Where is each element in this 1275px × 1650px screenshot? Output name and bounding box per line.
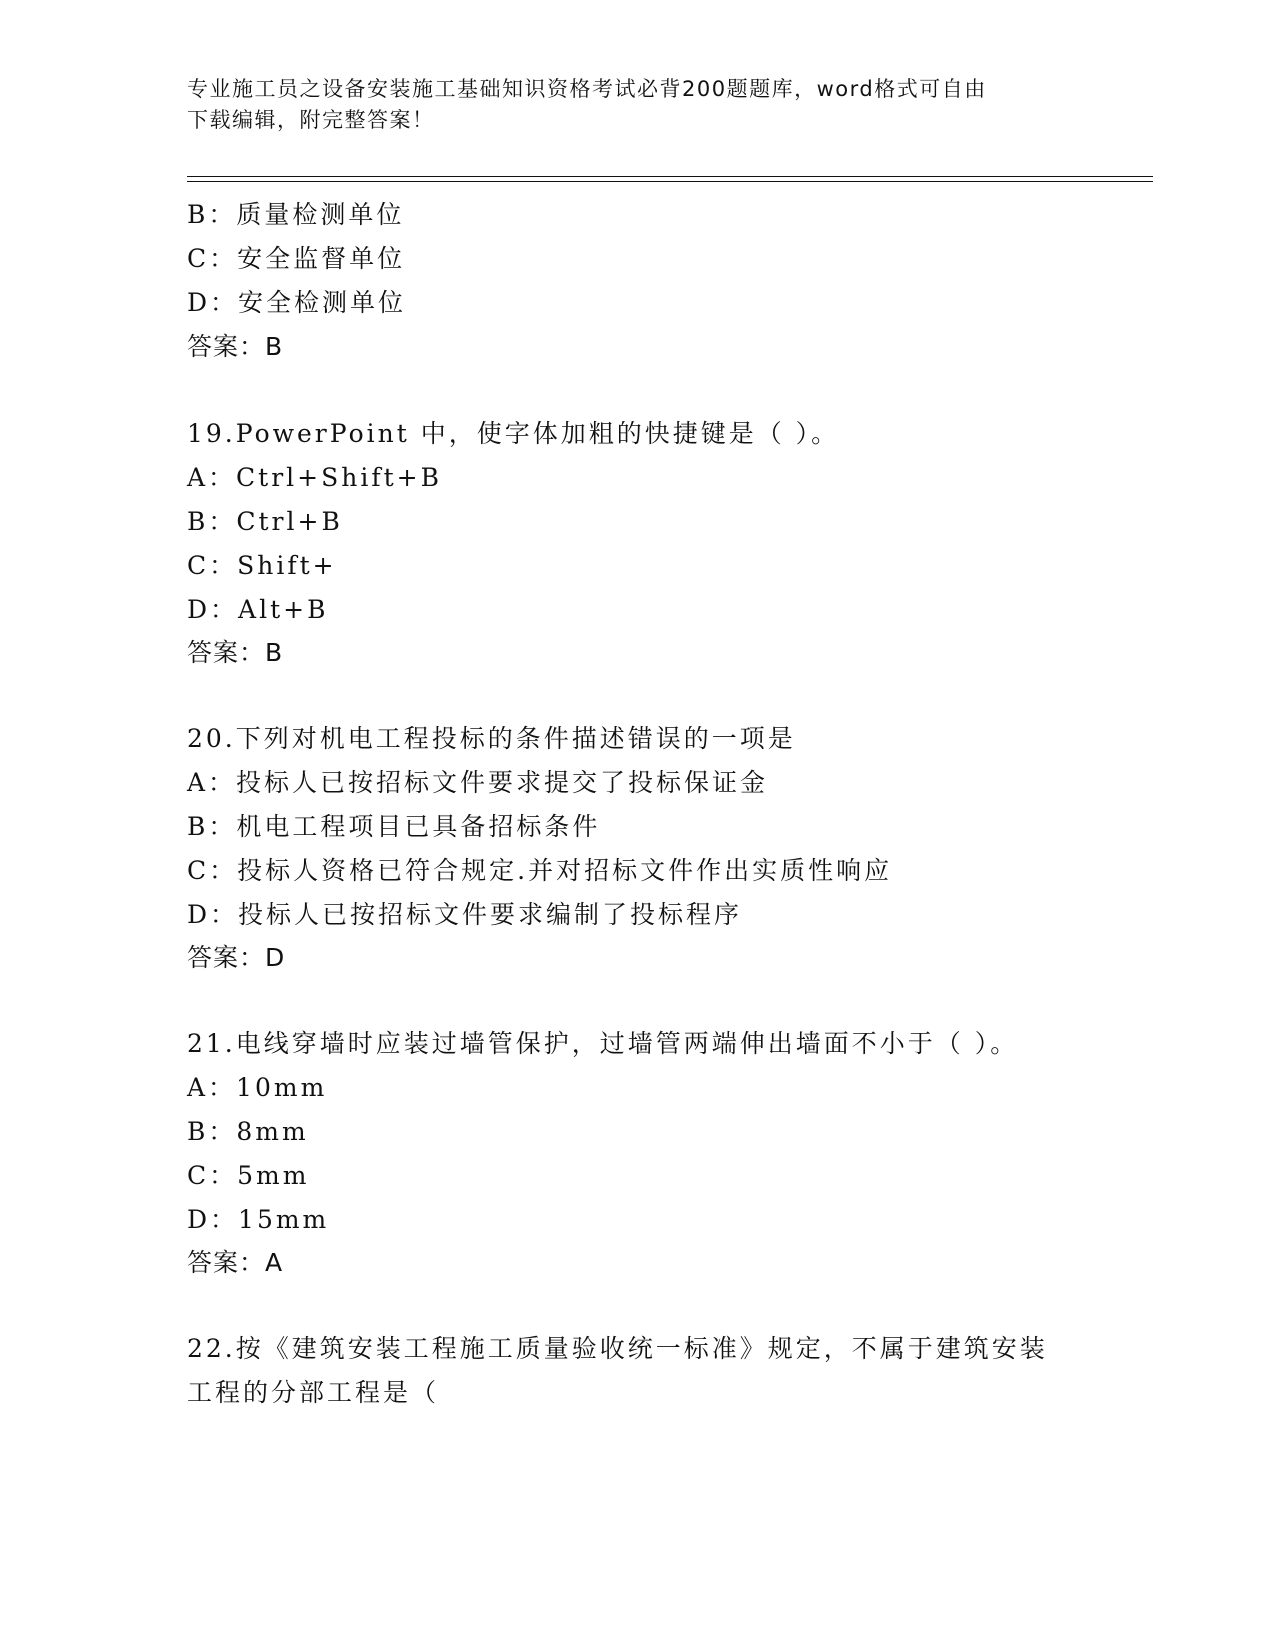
q21-option-c: C：5mm: [187, 1161, 310, 1190]
header-title-line-2: 下载编辑，附完整答案！: [187, 108, 435, 132]
q18-option-c: C：安全监督单位: [187, 244, 406, 273]
q19-answer: 答案：B: [187, 638, 284, 667]
q20-answer: 答案：D: [187, 943, 286, 972]
q18-answer: 答案：B: [187, 332, 284, 361]
q20-option-b: B：机电工程项目已具备招标条件: [187, 812, 601, 841]
q22-question-line-2: 工程的分部工程是（: [187, 1378, 440, 1407]
q20-question: 20.下列对机电工程投标的条件描述错误的一项是: [187, 724, 796, 753]
q19-option-d: D：Alt+B: [187, 595, 329, 624]
q21-answer: 答案：A: [187, 1248, 284, 1277]
q20-option-c: C：投标人资格已符合规定.并对招标文件作出实质性响应: [187, 856, 893, 885]
document-header: [187, 74, 1067, 136]
q19-option-a: A：Ctrl+Shift+B: [187, 463, 442, 492]
header-rule-top: [187, 176, 1153, 177]
q19-question: 19.PowerPoint 中，使字体加粗的快捷键是（ ）。: [187, 419, 840, 448]
q18-option-d: D：安全检测单位: [187, 288, 407, 317]
q20-option-d: D：投标人已按招标文件要求编制了投标程序: [187, 900, 743, 929]
q21-option-b: B：8mm: [187, 1117, 309, 1146]
q20-option-a: A：投标人已按招标文件要求提交了投标保证金: [187, 768, 769, 797]
q18-option-b: B：质量检测单位: [187, 200, 405, 229]
header-rule-bottom: [187, 181, 1153, 182]
header-title-line-1: 专业施工员之设备安装施工基础知识资格考试必背200题题库，word格式可自由: [187, 77, 987, 101]
q19-option-c: C：Shift+: [187, 551, 337, 580]
q21-option-a: A：10mm: [187, 1073, 328, 1102]
q21-question: 21.电线穿墙时应装过墙管保护，过墙管两端伸出墙面不小于（ ）。: [187, 1029, 1019, 1058]
q21-option-d: D：15mm: [187, 1205, 330, 1234]
q22-question-line-1: 22.按《建筑安装工程施工质量验收统一标准》规定，不属于建筑安装: [187, 1334, 1048, 1363]
q19-option-b: B：Ctrl+B: [187, 507, 343, 536]
